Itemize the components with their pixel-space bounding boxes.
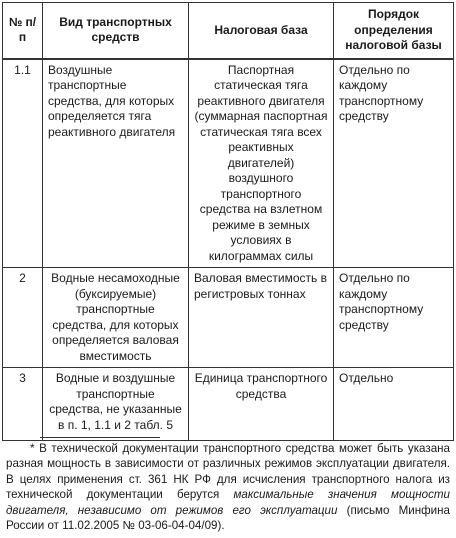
- table-row: [3, 59, 454, 268]
- header-tax-base: Налоговая база: [189, 3, 334, 59]
- tax-base-cell: Валовая вместимость в регистровых тоннах: [189, 268, 334, 368]
- header-vehicle-type: Вид транспортных средств: [43, 3, 189, 59]
- vehicle-type-cell: Водные и воздушные транспортные средства, не указанные в п. 1, 1.1 и 2 табл. 5: [43, 368, 189, 441]
- header-number: № п/п: [3, 3, 43, 59]
- table-header-row: [3, 3, 454, 59]
- footnote-separator: [40, 437, 160, 438]
- order-cell: Отдельно по каждому транспортному средству: [334, 268, 454, 368]
- order-cell: Отдельно по каждому транспортному средству: [334, 59, 454, 268]
- header-determination-order: Порядок определения налоговой базы: [334, 3, 454, 59]
- footnote-emphasis: максимальные значения мощности двигателя, независимо от режимов его эксплуатации: [6, 488, 451, 517]
- row-number: 2: [3, 268, 43, 368]
- tax-base-table: [2, 2, 454, 441]
- vehicle-type-cell: Водные несамоходные (буксируемые) транспортные средства, для которых определяется валовая вместимость: [43, 268, 189, 368]
- row-number: 3: [3, 368, 43, 441]
- table-row: [3, 368, 454, 441]
- table-row: [3, 268, 454, 368]
- tax-base-cell: Паспортная статическая тяга реактивного двигателя (суммарная паспортная статическая тяга всех реактивных двигателей) воздушного транспортного средства на взлетном режиме в земных условиях в килограммах силы: [189, 59, 334, 268]
- order-cell: Отдельно: [334, 368, 454, 441]
- vehicle-type-cell: Воздушные транспортные средства, для которых определяется тяга реактивного двигателя: [43, 59, 189, 268]
- footnote-reference: (письмо Минфина России от 11.02.2005 № 03-06-04-04/09).: [6, 503, 450, 533]
- row-number: 1.1: [3, 59, 43, 268]
- footnote-text: * В технической документации транспортного средства может быть указана разная мощность в зависимости от различных режимов эксплуатации двигателя. В целях применения ст. 361 НК РФ для исчисления транспортного налога из технической документации берутся: [6, 442, 450, 502]
- tax-base-cell: Единица транспортного средства: [189, 368, 334, 441]
- footnote: [6, 441, 450, 533]
